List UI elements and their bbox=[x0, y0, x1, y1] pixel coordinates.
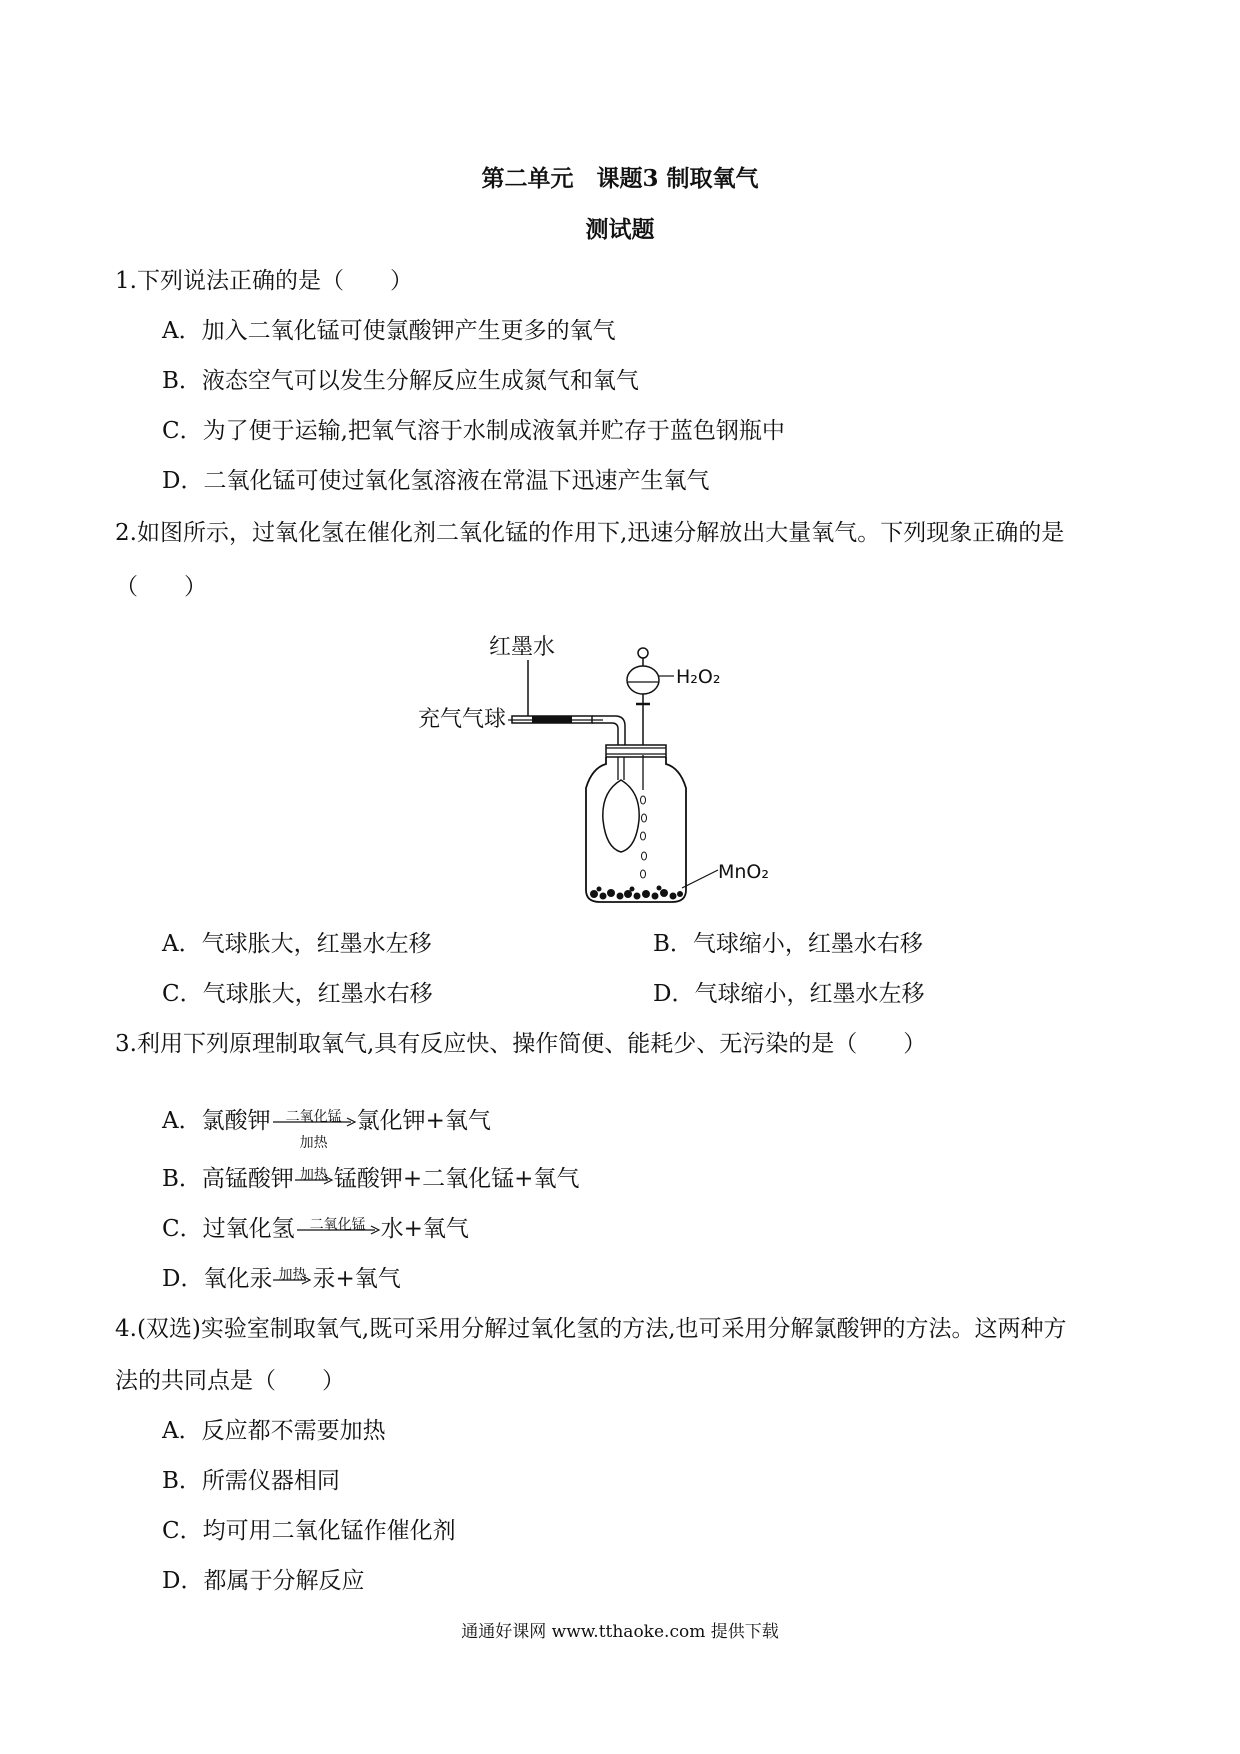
option-b-products: 锰酸钾+二氧化锰+氧气 bbox=[333, 1166, 580, 1192]
question-3-option-b bbox=[162, 1160, 579, 1193]
question-4-stem: 4.(双选)实验室制取氧气,既可采用分解过氧化氢的方法,也可采用分解氯酸钾的方法。这两种方 bbox=[115, 1316, 1067, 1342]
apparatus-diagram bbox=[418, 630, 800, 910]
option-a-products: 氯化钾+氧气 bbox=[356, 1108, 491, 1134]
option-b-prefix: B． bbox=[162, 1166, 202, 1192]
arrow-condition-above: 加热 bbox=[278, 1267, 307, 1283]
diagram-label-mno2: MnO₂ bbox=[718, 861, 770, 883]
footer-source: 通通好课网 www.tthaoke.com 提供下载 bbox=[461, 1622, 779, 1642]
option-d-prefix: D． bbox=[162, 1266, 204, 1292]
question-1-option-c: C．为了便于运输,把氧气溶于水制成液氧并贮存于蓝色钢瓶中 bbox=[162, 418, 785, 444]
reaction-arrow bbox=[272, 1267, 312, 1290]
question-4-option-a: A．反应都不需要加热 bbox=[162, 1418, 386, 1444]
question-2-option-d: D．气球缩小，红墨水左移 bbox=[653, 981, 925, 1007]
question-2-option-a: A．气球胀大，红墨水左移 bbox=[162, 931, 432, 957]
question-4-option-c: C．均可用二氧化锰作催化剂 bbox=[162, 1518, 456, 1544]
arrow-condition-below: 加热 bbox=[299, 1135, 328, 1151]
arrow-condition-above: 加热 bbox=[299, 1167, 328, 1183]
question-1-option-d: D．二氧化锰可使过氧化氢溶液在常温下迅速产生氧气 bbox=[162, 468, 710, 494]
arrow-condition-above: 二氧化锰 bbox=[285, 1109, 342, 1125]
question-3-option-d bbox=[162, 1260, 401, 1293]
option-d-reactant: 氧化汞 bbox=[203, 1266, 273, 1292]
question-2-stem: 2.如图所示，过氧化氢在催化剂二氧化锰的作用下,迅速分解放出大量氧气。下列现象正确的是 bbox=[115, 520, 1065, 546]
question-1-stem: 1.下列说法正确的是（ ） bbox=[115, 268, 413, 294]
option-a-reactant: 氯酸钾 bbox=[201, 1108, 271, 1134]
reaction-arrow bbox=[295, 1217, 381, 1240]
option-c-products: 水+氧气 bbox=[380, 1216, 469, 1242]
question-3-option-a bbox=[162, 1102, 491, 1151]
question-2-option-b: B．气球缩小，红墨水右移 bbox=[653, 931, 923, 957]
question-2-stem-bracket: （ ） bbox=[115, 574, 207, 600]
question-2-option-c: C．气球胀大，红墨水右移 bbox=[162, 981, 433, 1007]
question-1-option-b: B．液态空气可以发生分解反应生成氮气和氧气 bbox=[162, 368, 639, 394]
option-c-prefix: C． bbox=[162, 1216, 203, 1242]
question-3-stem: 3.利用下列原理制取氧气,具有反应快、操作简便、能耗少、无污染的是（ ） bbox=[115, 1031, 927, 1057]
page-title: 第二单元 课题3 制取氧气 bbox=[481, 165, 759, 192]
question-4-option-d: D．都属于分解反应 bbox=[162, 1568, 365, 1594]
diagram-label-red-ink: 红墨水 bbox=[488, 635, 556, 660]
question-1-option-a: A．加入二氧化锰可使氯酸钾产生更多的氧气 bbox=[162, 318, 616, 344]
diagram-label-balloon: 充气气球 bbox=[418, 707, 507, 732]
diagram-label-h2o2: H₂O₂ bbox=[676, 666, 721, 688]
question-4-option-b: B．所需仪器相同 bbox=[162, 1468, 340, 1494]
option-c-reactant: 过氧化氢 bbox=[202, 1216, 295, 1242]
reaction-arrow bbox=[271, 1109, 357, 1151]
arrow-condition-above: 二氧化锰 bbox=[309, 1217, 366, 1233]
reaction-arrow bbox=[294, 1167, 334, 1190]
option-a-prefix: A． bbox=[162, 1108, 202, 1134]
page-subtitle: 测试题 bbox=[585, 216, 655, 243]
option-b-reactant: 高锰酸钾 bbox=[201, 1166, 294, 1192]
question-3-option-c bbox=[162, 1210, 469, 1243]
question-4-stem-cont: 法的共同点是（ ） bbox=[115, 1368, 345, 1394]
option-d-products: 汞+氧气 bbox=[312, 1266, 401, 1292]
